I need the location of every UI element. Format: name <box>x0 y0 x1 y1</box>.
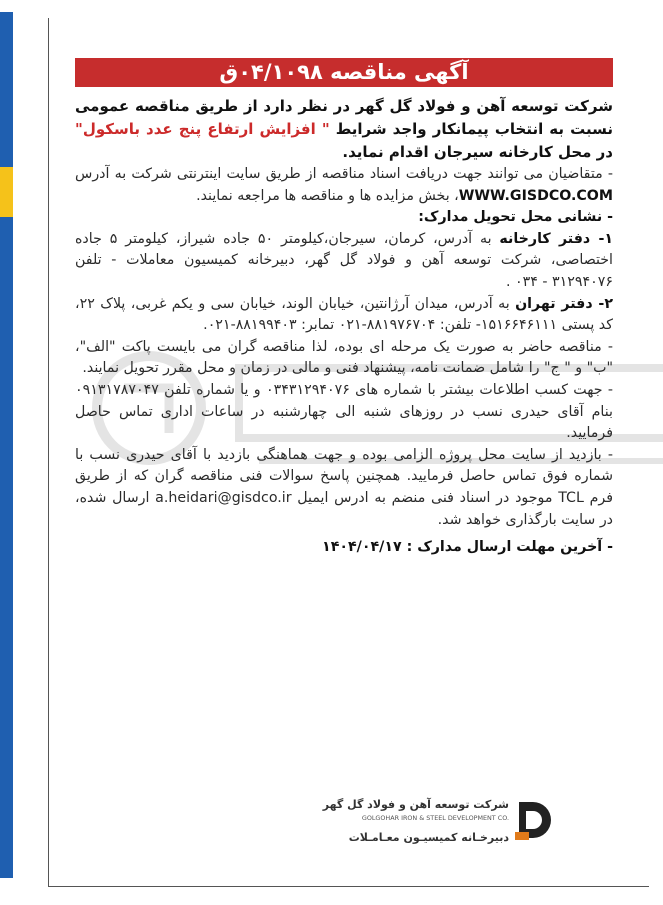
documents-text-1: - متقاضیان می توانند جهت دریافت اسناد مناقصه از طریق سایت اینترنتی شرکت به آدرس <box>75 166 613 182</box>
contact-paragraph: - جهت کسب اطلاعات بیشتر با شماره های ۰۳۴۳۱۲۹۴۰۷۶ و یا شماره تلفن ۰۹۱۳۱۷۸۷۰۴۷ بنام آقای حیدری نسب در روزهای شنبه الی چهارشنبه در ساعات اداری تماس حاصل فرمایید. <box>75 381 613 442</box>
company-logo-icon <box>515 798 551 842</box>
lead-text-2: در محل کارخانه سیرجان اقدام نماید. <box>342 143 613 161</box>
documents-text-2: ، بخش مزایده ها و مناقصه ها مراجعه نمایند. <box>196 187 459 204</box>
ad-page <box>48 18 649 887</box>
factory-label: ۱- دفتر کارخانه <box>499 230 614 247</box>
factory-address <box>75 229 613 294</box>
logo-department: دبیرخـانه کمیسیـون معـامـلات <box>348 831 509 844</box>
strip-yellow-band <box>0 167 13 217</box>
site-visit-paragraph: - بازدید از سایت محل پروژه الزامی بوده و جهت هماهنگی بازدید با آقای حیدری نسب با شماره فوق تماس حاصل فرمایید. همچنین پاسخ سوالات فنی مناقصه گران که از طریق فرم TCL موجود در اسناد فنی منضم به ادرس ایمیل a.heidari@gisdco.ir ارسال شده، در سایت بارگذاری خواهد شد. <box>75 446 614 528</box>
tehran-address <box>75 294 613 337</box>
left-color-strip <box>0 12 13 878</box>
logo-english-name: GOLGOHAR IRON & STEEL DEVELOPMENT CO. <box>361 814 509 822</box>
website-link[interactable]: WWW.GISDCO.COM <box>458 187 613 204</box>
tehran-address-text: به آدرس، میدان آرژانتین، خیابان الوند، خیابان سی و یکم غربی، پلاک ۲۲، کد پستی ۱۵۱۶۶۴۶۱۱۱- تلفن: ۸۸۱۹۷۶۷۰۴-۰۲۱ تمابر: ۸۸۱۹۹۴۰۳-۰۲۱. <box>75 295 613 334</box>
envelopes-paragraph: - مناقصه حاضر به صورت یک مرحله ای بوده، لذا مناقصه گران می بایست پاکت "الف"، "ب" و " ج" را شامل ضمانت نامه، پیشنهاد فنی و مالی در زمان و محل مقرر تحویل نمایند. <box>75 338 613 377</box>
documents-paragraph <box>75 164 613 207</box>
tehran-label: ۲- دفتر تهران <box>515 295 613 312</box>
factory-address-text: به آدرس، کرمان، سیرجان،کیلومتر ۵۰ جاده شیراز، کیلومتر ۵ جاده اختصاصی، شرکت توسعه آهن و فولاد گل گهر، دبیرخانه کمیسیون معاملات - تلفن ۳۱۲۹۴۰۷۶ - ۰۳۴ . <box>75 230 613 290</box>
lead-paragraph <box>75 95 613 164</box>
ad-title: آگهی مناقصه ۰۴/۱۰۹۸ق <box>75 58 613 87</box>
lead-text-1: شرکت توسعه آهن و فولاد گل گهر در نظر دارد از طریق مناقصه عمومی نسبت به انتخاب پیمانکار واجد شرایط <box>75 97 613 138</box>
deadline: - آخرین مهلت ارسال مدارک : ۱۴۰۴/۰۴/۱۷ <box>322 539 613 556</box>
project-title-highlight: " افزایش ارتفاع پنج عدد باسکول" <box>75 120 330 138</box>
address-heading: - نشانی محل تحویل مدارک: <box>418 209 613 226</box>
company-logo-block <box>279 798 549 853</box>
logo-company-name: شرکت توسعه آهن و فولاد گل گهر <box>322 798 509 811</box>
ad-content <box>75 58 613 559</box>
